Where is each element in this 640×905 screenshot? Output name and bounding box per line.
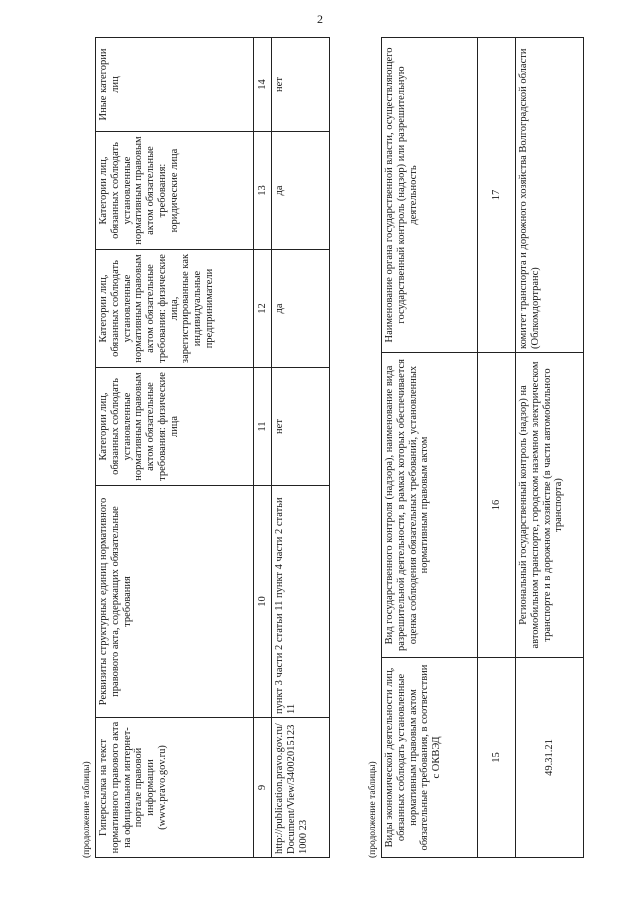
column-number: 9 bbox=[254, 718, 272, 858]
data-cell: да bbox=[272, 250, 330, 368]
header-cell: Категории лиц, обязанных соблюдать установленные нормативным правовым актом обязательные требования: юридические лица bbox=[96, 132, 254, 250]
data-cell: нет bbox=[272, 368, 330, 486]
page-number: 2 bbox=[317, 12, 323, 26]
column-number: 16 bbox=[478, 353, 516, 658]
data-cell: да bbox=[272, 132, 330, 250]
column-number: 14 bbox=[254, 38, 272, 132]
header-cell: Категории лиц, обязанных соблюдать установленные нормативным правовым актом обязательные требования: физические лица bbox=[96, 368, 254, 486]
column-number: 17 bbox=[478, 38, 516, 353]
table-1 bbox=[95, 37, 330, 858]
table-1-block bbox=[82, 30, 330, 858]
column-number: 15 bbox=[478, 658, 516, 858]
table-1-data-row bbox=[272, 38, 330, 858]
okved-cell: 49.31.21 bbox=[516, 658, 584, 858]
data-cell: нет bbox=[272, 38, 330, 132]
column-number: 12 bbox=[254, 250, 272, 368]
column-number: 11 bbox=[254, 368, 272, 486]
table-2 bbox=[381, 37, 584, 858]
header-cell: Виды экономической деятельности лиц, обязанных соблюдать установленные нормативным правовым актом обязательные требования, в соответствии с ОКВЭД bbox=[382, 658, 478, 858]
table-1-number-row bbox=[254, 38, 272, 858]
table-2-continuation: (продолжение таблицы) bbox=[368, 761, 378, 858]
table-2-header-row bbox=[382, 38, 478, 858]
header-cell: Реквизиты структурных единиц нормативного правового акта, содержащих обязательные требования bbox=[96, 486, 254, 718]
requisites-cell: пункт 3 части 2 статьи 11 пункт 4 части 2 статьи 11 bbox=[272, 486, 330, 718]
header-cell: Наименование органа государственной власти, осуществляющего государственный контроль (надзор) или разрешительную деятельность bbox=[382, 38, 478, 353]
header-cell: Вид государственного контроля (надзора), наименование вида разрешительной деятельности, в рамках которых обеспечивается оценка соблюдения обязательных требований, установленных нормативным правовым актом bbox=[382, 353, 478, 658]
header-cell: Категории лиц, обязанных соблюдать установленные нормативным правовым актом обязательные требования: физические лица, зарегистрированные как индивидуальные предприниматели bbox=[96, 250, 254, 368]
table-2-number-row bbox=[478, 38, 516, 858]
header-cell: Гиперссылка на текст нормативного правового акта на официальном интернет-портале правовой информации (www.pravo.gov.ru) bbox=[96, 718, 254, 858]
table-1-header-row bbox=[96, 38, 254, 858]
table-2-block bbox=[368, 30, 584, 858]
table-2-data-row bbox=[516, 38, 584, 858]
control-type-cell: Региональный государственный контроль (надзор) на автомобильном транспорте, городском наземном электрическом транспорте и в дорожном хозяйстве (в части автомобильного транспорта) bbox=[516, 353, 584, 658]
hyperlink-cell[interactable]: http://publication.pravo.gov.ru/Document/View/340020151231000 23 bbox=[272, 718, 330, 858]
table-1-continuation: (продолжение таблицы) bbox=[82, 761, 92, 858]
header-cell: Иные категории лиц bbox=[96, 38, 254, 132]
column-number: 10 bbox=[254, 486, 272, 718]
column-number: 13 bbox=[254, 132, 272, 250]
authority-cell: комитет транспорта и дорожного хозяйства Волгоградской области (Облкомдортранс) bbox=[516, 38, 584, 353]
